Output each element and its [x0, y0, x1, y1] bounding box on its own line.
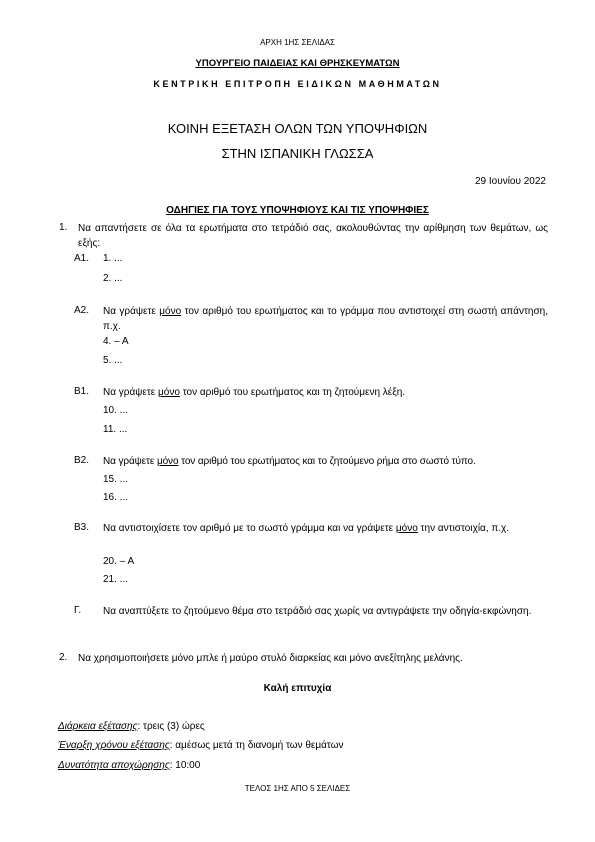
committee-name: ΚΕΝΤΡΙΚΗ ΕΠΙΤΡΟΠΗ ΕΙΔΙΚΩΝ ΜΑΘΗΜΑΤΩΝ	[153, 79, 442, 89]
answer-example: 20. – Α	[103, 556, 135, 567]
exam-date: 29 Ιουνίου 2022	[475, 176, 546, 187]
item-number: 1.	[59, 222, 68, 233]
answer-example: 10. ...	[103, 405, 129, 416]
answer-example: 1. ...	[103, 253, 123, 264]
section-label-a2: Α2.	[74, 305, 90, 316]
instruction-text: Να γράψετε μόνο τον αριθμό του ερωτήματος και το ζητούμενο ρήμα στο σωστό τύπο.	[103, 456, 476, 467]
section-label-b1: Β1.	[74, 386, 90, 397]
instruction-text: Να γράψετε μόνο τον αριθμό του ερωτήματος και το γράμμα που αντιστοιχεί στη σωστή απάντηση, π.χ.	[103, 306, 548, 332]
page-start-marker: ΑΡΧΗ 1ΗΣ ΣΕΛΙΔΑΣ	[260, 38, 335, 47]
answer-example: 15. ...	[103, 474, 129, 485]
section-label-a1: Α1.	[74, 253, 90, 264]
answer-example: 21. ...	[103, 574, 129, 585]
item-number: 2.	[59, 652, 68, 663]
emphasis-only: μόνο	[156, 456, 179, 467]
emphasis-only: μόνο	[395, 523, 418, 534]
section-label-b2: Β2.	[74, 455, 90, 466]
answer-example: 4. – Α	[103, 336, 129, 347]
ministry-name: ΥΠΟΥΡΓΕΙΟ ΠΑΙΔΕΙΑΣ ΚΑΙ ΘΡΗΣΚΕΥΜΑΤΩΝ	[195, 58, 400, 69]
start-line: Έναρξη χρόνου εξέτασης: αμέσως μετά τη διανομή των θεμάτων	[58, 740, 344, 751]
good-luck: Καλή επιτυχία	[263, 683, 332, 694]
page-end-marker: ΤΕΛΟΣ 1ΗΣ ΑΠΟ 5 ΣΕΛΙΔΕΣ	[244, 784, 351, 793]
answer-example: 16. ...	[103, 492, 129, 503]
answer-example: 11. ...	[103, 424, 128, 435]
instruction-text: Να χρησιμοποιήσετε μόνο μπλε ή μαύρο στυλό διαρκείας και μόνο ανεξίτηλης μελάνης.	[78, 653, 463, 664]
instructions-heading: ΟΔΗΓΙΕΣ ΓΙΑ ΤΟΥΣ ΥΠΟΨΗΦΙΟΥΣ ΚΑΙ ΤΙΣ ΥΠΟΨΗΦΙΕΣ	[166, 205, 429, 216]
instruction-text: Να γράψετε μόνο τον αριθμό του ερωτήματος και τη ζητούμενη λέξη.	[103, 387, 406, 398]
emphasis-only: μόνο	[158, 387, 180, 398]
section-label-g: Γ.	[74, 605, 82, 616]
exam-title-line2: ΣΤΗΝ ΙΣΠΑΝΙΚΗ ΓΛΩΣΣΑ	[221, 146, 374, 161]
exam-title-line1: ΚΟΙΝΗ ΕΞΕΤΑΣΗ ΟΛΩΝ ΤΩΝ ΥΠΟΨΗΦΙΩΝ	[167, 121, 428, 136]
instruction-text: Να αναπτύξετε το ζητούμενο θέμα στο τετράδιό σας χωρίς να αντιγράψετε την οδηγία-εκφώνηση.	[103, 606, 532, 617]
instruction-text: Να αντιστοιχίσετε τον αριθμό με το σωστό γράμμα και να γράψετε μόνο την αντιστοιχία, π.χ.	[103, 523, 510, 534]
answer-example: 5. ...	[103, 355, 123, 366]
instruction-text: Να απαντήσετε σε όλα τα ερωτήματα στο τετράδιό σας, ακολουθώντας την αρίθμηση των θεμάτων, ως εξής:	[78, 223, 548, 249]
section-label-b3: Β3.	[74, 522, 90, 533]
emphasis-only: μόνο	[159, 306, 182, 317]
answer-example: 2. ...	[103, 273, 123, 284]
leave-line: Δυνατότητα αποχώρησης: 10:00	[58, 760, 201, 771]
duration-line: Διάρκεια εξέτασης: τρεις (3) ώρες	[58, 721, 205, 732]
